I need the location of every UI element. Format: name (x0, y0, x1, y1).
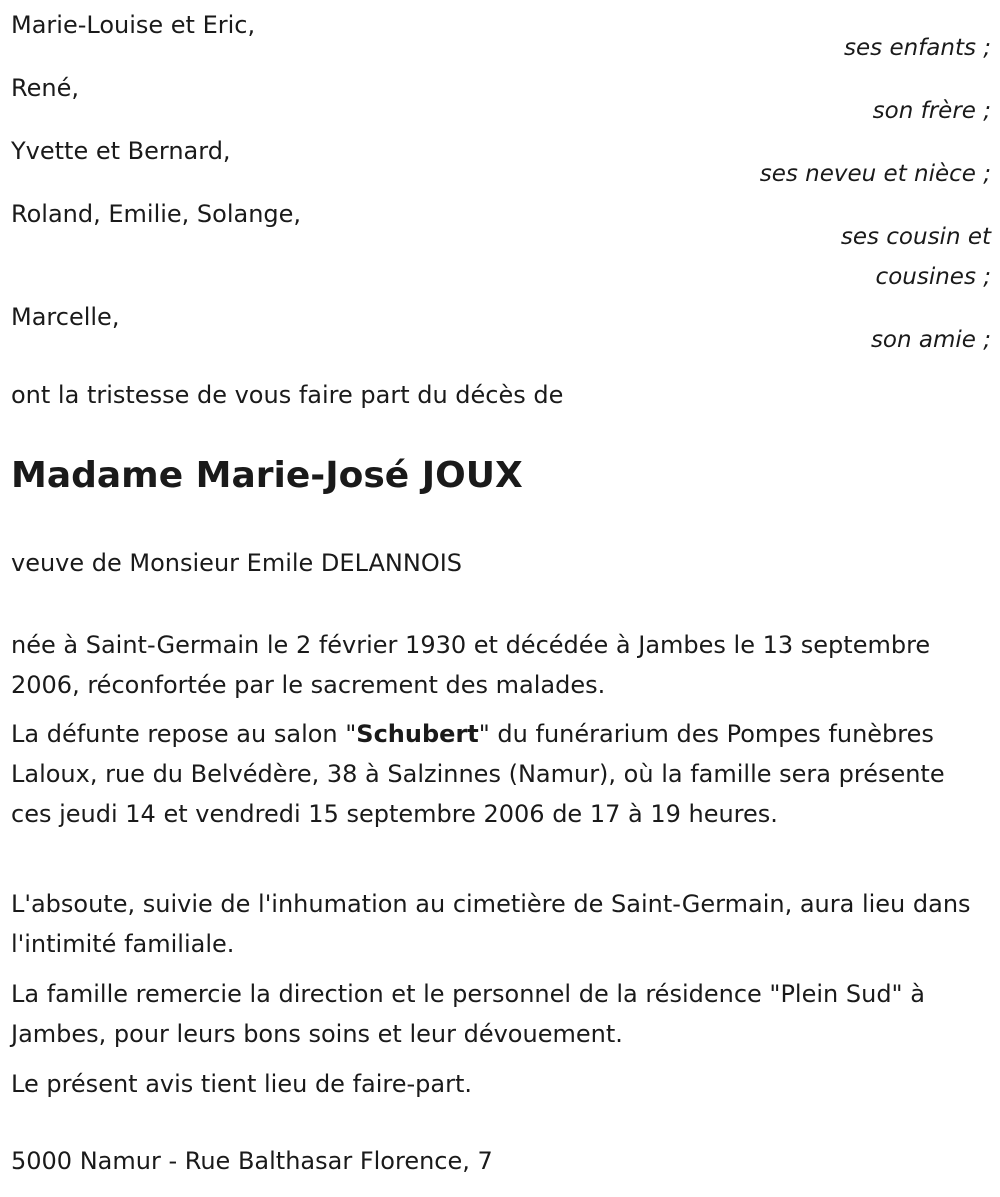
family-relation-cousins-line2: cousines ; (875, 264, 991, 290)
family-relation-cousins-line1: ses cousin et (840, 224, 991, 250)
family-relation-brother: son frère ; (872, 98, 991, 124)
family-name-cousins: Roland, Emilie, Solange, (11, 200, 302, 228)
funeral-home-paragraph (11, 714, 986, 834)
family-name-nephew-niece: Yvette et Bernard, (11, 137, 231, 165)
family-name-brother: René, (11, 74, 79, 102)
absoute-paragraph: L'absoute, suivie de l'inhumation au cimetière de Saint-Germain, aura lieu dans l'intimité familiale. (11, 890, 971, 958)
widow-of: veuve de Monsieur Emile DELANNOIS (11, 549, 463, 577)
funeral-home-text-before: La défunte repose au salon " (11, 720, 357, 748)
birth-death-paragraph: née à Saint-Germain le 2 février 1930 et décédée à Jambes le 13 septembre 2006, réconfortée par le sacrement des malades. (11, 631, 931, 699)
thanks-paragraph: La famille remercie la direction et le personnel de la résidence "Plein Sud" à Jambes, pour leurs bons soins et leur dévouement. (11, 980, 925, 1048)
family-relation-friend: son amie ; (870, 327, 991, 353)
intro-text: ont la tristesse de vous faire part du décès de (11, 381, 564, 409)
family-relation-nephew-niece: ses neveu et nièce ; (759, 161, 991, 187)
deceased-name: Madame Marie-José JOUX (11, 455, 523, 496)
family-name-children: Marie-Louise et Eric, (11, 11, 256, 39)
notice-paragraph: Le présent avis tient lieu de faire-part. (11, 1070, 473, 1098)
funeral-home-text-after: " du funérarium des Pompes funèbres Laloux, rue du Belvédère, 38 à Salzinnes (Namur), où la famille sera présente ces jeudi 14 et vendredi 15 septembre 2006 de 17 à 19 heures. (11, 720, 945, 828)
family-relation-children: ses enfants ; (844, 35, 991, 61)
address: 5000 Namur - Rue Balthasar Florence, 7 (11, 1147, 493, 1175)
salon-name: Schubert (356, 720, 479, 748)
family-name-friend: Marcelle, (11, 303, 120, 331)
